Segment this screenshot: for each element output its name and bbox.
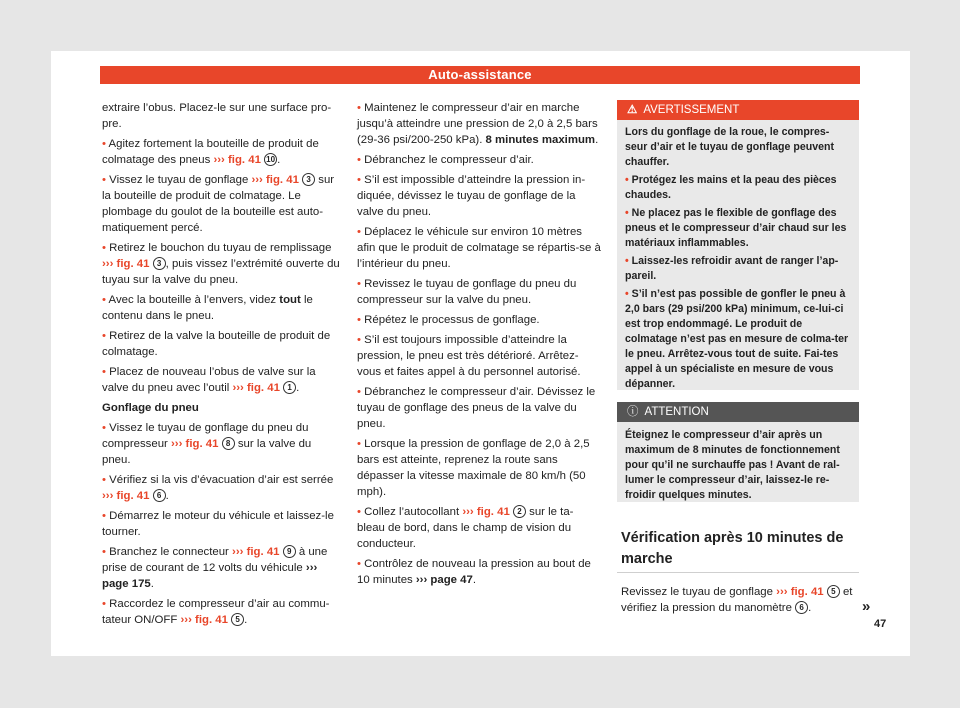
- bullet-icon: •: [357, 174, 361, 186]
- attention-header: [617, 402, 859, 422]
- warning-triangle-icon: ⚠: [627, 104, 638, 116]
- figure-callout-badge: 8: [222, 437, 235, 450]
- bullet-icon: •: [357, 506, 361, 518]
- bullet-item: • Revissez le tuyau de gonflage du pneu du compresseur sur la valve du pneu.: [357, 278, 577, 306]
- bullet-item: • Contrôlez de nouveau la pression au bout de 10 minutes ››› page 47.: [357, 558, 591, 586]
- figure-reference-link[interactable]: ››› fig. 41: [213, 154, 261, 166]
- page-header: Auto-assistance: [100, 66, 860, 84]
- bullet-icon: •: [625, 207, 629, 219]
- bullet-item: • Vissez le tuyau de gonflage du pneu du compresseur ››› fig. 41 8 sur la valve du pneu.: [102, 422, 312, 466]
- bullet-item: • Débranchez le compresseur d’air.: [357, 154, 534, 166]
- bullet-icon: •: [102, 138, 106, 150]
- figure-callout-badge: 2: [513, 505, 526, 518]
- section-text: Revissez le tuyau de gonflage ››› fig. 41 5 et vérifiez la pression du manomètre 6 .: [621, 586, 853, 614]
- paragraph: extraire l’obus. Placez-le sur une surface pro-pre.: [102, 102, 332, 130]
- warning-intro: Lors du gonflage de la roue, le compres-seur d’air et le tuyau de gonflage peuvent chauffer.: [625, 126, 834, 168]
- bullet-icon: •: [102, 546, 106, 558]
- subheading: Gonflage du pneu: [102, 402, 199, 414]
- bullet-item: • Retirez de la valve la bouteille de produit de colmatage.: [102, 330, 331, 358]
- figure-callout-badge: 1: [283, 381, 296, 394]
- bullet-item: • Agitez fortement la bouteille de produit de colmatage des pneus ››› fig. 41 10 .: [102, 138, 319, 166]
- bullet-icon: •: [102, 242, 106, 254]
- figure-reference-link[interactable]: ››› fig. 41: [102, 490, 150, 502]
- bullet-item: • Lorsque la pression de gonflage de 2,0 à 2,5 bars est atteinte, reprenez la route sans dépasser la vitesse maximale de 80 km/h (50 mph).: [357, 438, 590, 498]
- info-circle-icon: ⓘ: [627, 406, 639, 418]
- bullet-item: • Vérifiez si la vis d’évacuation d’air est serrée ››› fig. 41 6 .: [102, 474, 334, 502]
- figure-reference-link[interactable]: ››› fig. 41: [251, 174, 299, 186]
- figure-reference-link[interactable]: ››› fig. 41: [232, 546, 280, 558]
- attention-box: [617, 402, 859, 502]
- bullet-item: • Vissez le tuyau de gonflage ››› fig. 41 3 sur la bouteille de produit de colmatage. Le plombage du goulot de la bouteille est auto-matiquement percé.: [102, 174, 335, 234]
- section-divider: [617, 572, 859, 573]
- figure-reference-link[interactable]: ››› fig. 41: [171, 438, 219, 450]
- bullet-icon: •: [357, 314, 361, 326]
- column-left: [102, 100, 342, 632]
- figure-callout-badge: 6: [153, 489, 166, 502]
- warning-bullet: • S’il n’est pas possible de gonfler le pneu à 2,0 bars (29 psi/200 kPa) minimum, ce-lui-ci est trop endommagé. Le produit de colmatage n’est pas en mesure de colma-ter le pneu. Arrêtez-vous tout de suite. Fai-tes appel à un spécialiste en mesure de vous dépanner.: [625, 288, 849, 390]
- bullet-icon: •: [102, 598, 106, 610]
- figure-callout-badge: 5: [827, 585, 840, 598]
- bullet-item: • Débranchez le compresseur d’air. Dévissez le tuyau de gonflage des pneus de la valve du pneu.: [357, 386, 596, 430]
- figure-reference-link[interactable]: ››› fig. 41: [180, 614, 228, 626]
- figure-reference-link[interactable]: ››› fig. 41: [102, 258, 150, 270]
- warning-title: AVERTISSEMENT: [643, 104, 740, 116]
- bullet-item: • Démarrez le moteur du véhicule et laissez-le tourner.: [102, 510, 334, 538]
- figure-callout-badge: 10: [264, 153, 277, 166]
- bullet-icon: •: [357, 278, 361, 290]
- attention-body: Éteignez le compresseur d’air après un maximum de 8 minutes de fonctionnement pour qu’il ne surchauffe pas ! Avant de ral-lumer le compresseur d’air, laissez-le re-froidir quelques minutes.: [625, 429, 840, 501]
- attention-title: ATTENTION: [644, 406, 709, 418]
- warning-box: [617, 100, 859, 390]
- bullet-item: • Collez l’autocollant ››› fig. 41 2 sur le ta-bleau de bord, dans le champ de vision du conducteur.: [357, 506, 574, 550]
- bullet-item: • S’il est impossible d’atteindre la pression in-diquée, dévissez le tuyau de gonflage de la valve du pneu.: [357, 174, 586, 218]
- bullet-icon: •: [102, 330, 106, 342]
- bullet-icon: •: [102, 422, 106, 434]
- column-middle: [357, 100, 601, 592]
- bullet-icon: •: [357, 438, 361, 450]
- bullet-icon: •: [357, 558, 361, 570]
- figure-reference-link[interactable]: ››› fig. 41: [462, 506, 510, 518]
- bullet-item: • Placez de nouveau l’obus de valve sur la valve du pneu avec l’outil ››› fig. 41 1 .: [102, 366, 316, 394]
- bullet-icon: •: [357, 102, 361, 114]
- bullet-icon: •: [102, 366, 106, 378]
- bullet-icon: •: [102, 474, 106, 486]
- bullet-item: • Raccordez le compresseur d’air au commu-tateur ON/OFF ››› fig. 41 5 .: [102, 598, 330, 626]
- bullet-icon: •: [625, 255, 629, 267]
- figure-callout-badge: 3: [302, 173, 315, 186]
- bullet-item: • Retirez le bouchon du tuyau de remplissage ››› fig. 41 3 , puis vissez l’extrémité ouverte du tuyau sur la valve du pneu.: [102, 242, 340, 286]
- warning-bullet: • Ne placez pas le flexible de gonflage des pneus et le compresseur d’air chaud sur les matériaux inflammables.: [625, 207, 847, 249]
- page-reference-link[interactable]: ››› page 47: [415, 574, 473, 586]
- bullet-item: • Déplacez le véhicule sur environ 10 mètres afin que le produit de colmatage se répartis-se à l’intérieur du pneu.: [357, 226, 601, 270]
- warning-bullet: • Protégez les mains et la peau des pièces chaudes.: [625, 174, 837, 201]
- bullet-icon: •: [102, 510, 106, 522]
- page-reference-link[interactable]: ››› page 175: [102, 562, 318, 590]
- warning-bullet: • Laissez-les refroidir avant de ranger l’ap-pareil.: [625, 255, 839, 282]
- page-number: 47: [874, 618, 887, 630]
- figure-callout-badge: 9: [283, 545, 296, 558]
- figure-callout-badge: 6: [795, 601, 808, 614]
- bullet-icon: •: [357, 154, 361, 166]
- continue-chevron-icon: »: [862, 598, 871, 615]
- bullet-icon: •: [102, 174, 106, 186]
- bullet-icon: •: [102, 294, 106, 306]
- figure-callout-badge: 5: [231, 613, 244, 626]
- bullet-item: • Avec la bouteille à l’envers, videz tout le contenu dans le pneu.: [102, 294, 313, 322]
- figure-callout-badge: 3: [153, 257, 166, 270]
- bullet-icon: •: [625, 174, 629, 186]
- bullet-icon: •: [357, 226, 361, 238]
- bullet-item: • Répétez le processus de gonflage.: [357, 314, 540, 326]
- bullet-icon: •: [625, 288, 629, 300]
- warning-body: [617, 120, 859, 399]
- section-title: Vérification après 10 minutes de marche: [621, 530, 844, 567]
- bullet-item: • S’il est toujours impossible d’atteindre la pression, le pneu est très détérioré. Arrêtez-vous et faites appel à du personnel autorisé.: [357, 334, 581, 378]
- bullet-item: • Maintenez le compresseur d’air en marche jusqu’à atteindre une pression de 2,0 à 2,5 bars (29-36 psi/200-250 kPa). 8 minutes maximum.: [357, 102, 599, 146]
- figure-reference-link[interactable]: ››› fig. 41: [232, 382, 280, 394]
- figure-reference-link[interactable]: ››› fig. 41: [776, 586, 824, 598]
- bullet-icon: •: [357, 334, 361, 346]
- bullet-icon: •: [357, 386, 361, 398]
- warning-header: [617, 100, 859, 120]
- bullet-item: • Branchez le connecteur ››› fig. 41 9 à une prise de courant de 12 volts du véhicule ››› page 175.: [102, 546, 328, 590]
